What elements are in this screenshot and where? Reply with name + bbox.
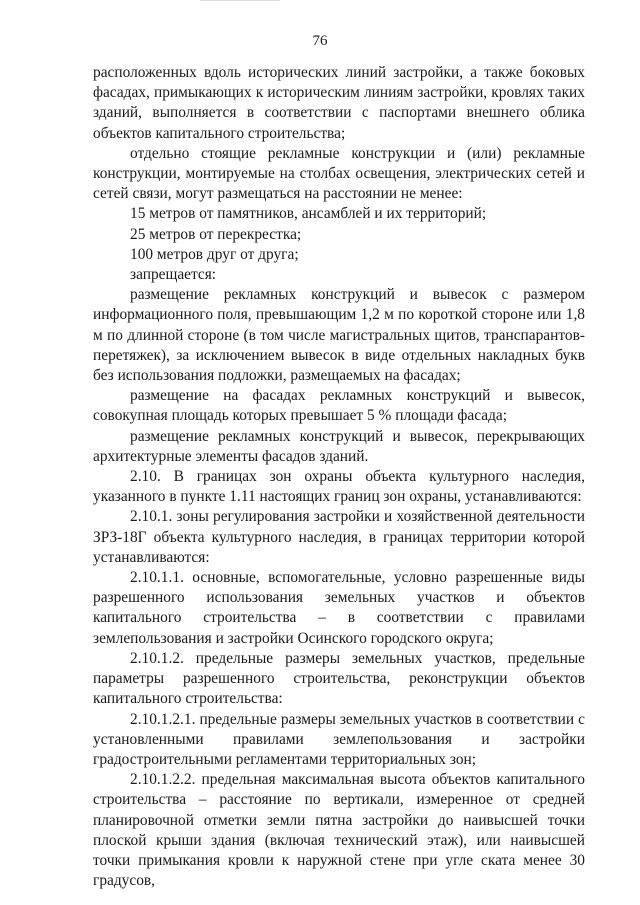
paragraph: 2.10.1.2.1. предельные размеры земельных участков в соответствии с установленными правилами землепользования и застройки градостроительными регламентами территориальных зон; xyxy=(93,710,585,768)
paragraph: запрещается: xyxy=(130,266,217,284)
paragraph: 15 метров от памятников, ансамблей и их территорий; xyxy=(130,205,487,223)
paragraph: 2.10.1. зоны регулирования застройки и хозяйственной деятельности ЗРЗ-18Г объекта культурного наследия, в границах территории которой устанавливаются: xyxy=(93,508,585,566)
paragraph: размещение рекламных конструкций и вывесок с размером информационного поля, превышающим 1,2 м по короткой стороне или 1,8 м по длинной стороне (в том числе магистральных щитов, транспарантов-перетяжек), за исключением вывесок в виде отдельных накладных букв без использования подложки, размещаемых на фасадах; xyxy=(93,286,585,385)
paragraph: размещение рекламных конструкций и вывесок, перекрывающих архитектурные элементы фасадов зданий. xyxy=(93,427,585,465)
page-number: 76 xyxy=(312,33,328,49)
scan-top-edge xyxy=(200,0,280,1)
paragraph: 2.10. В границах зон охраны объекта культурного наследия, указанного в пункте 1.11 настоящих границ зон охраны, устанавливаются: xyxy=(93,468,585,506)
paragraph: 2.10.1.2.2. предельная максимальная высота объектов капитального строительства – расстояние по вертикали, измеренное от средней планировочной отметки земли пятна застройки до наивысшей точки плоской крыши здания (включая технический этаж), или наивысшей точки примыкания кровли к наружной стене при угле ската менее 30 градусов, xyxy=(93,771,585,890)
paragraph: 2.10.1.2. предельные размеры земельных участков, предельные параметры разрешенного строительства, реконструкции объектов капитального строительства: xyxy=(93,649,585,708)
paragraph: отдельно стоящие рекламные конструкции и (или) рекламные конструкции, монтируемые на столбах освещения, электрических сетей и сетей связи, могут размещаться на расстоянии не менее: xyxy=(93,144,585,203)
paragraph: 100 метров друг от друга; xyxy=(130,245,299,263)
paragraph: расположенных вдоль исторических линий застройки, а также боковых фасадах, примыкающих к историческим линиям застройки, кровлях таких зданий, выполняется в соответствии с паспортами внешнего облика объектов капитального строительства; xyxy=(93,64,585,142)
document-body xyxy=(93,63,585,891)
paragraph: 2.10.1.1. основные, вспомогательные, условно разрешенные виды разрешенного использования земельных участков и объектов капитального строительства – в соответствии с правилами землепользования и застройки Осинского городского округа; xyxy=(93,569,585,647)
paragraph: 25 метров от перекрестка; xyxy=(130,225,302,243)
paragraph: размещение на фасадах рекламных конструкций и вывесок, совокупная площадь которых превышает 5 % площади фасада; xyxy=(93,387,585,425)
